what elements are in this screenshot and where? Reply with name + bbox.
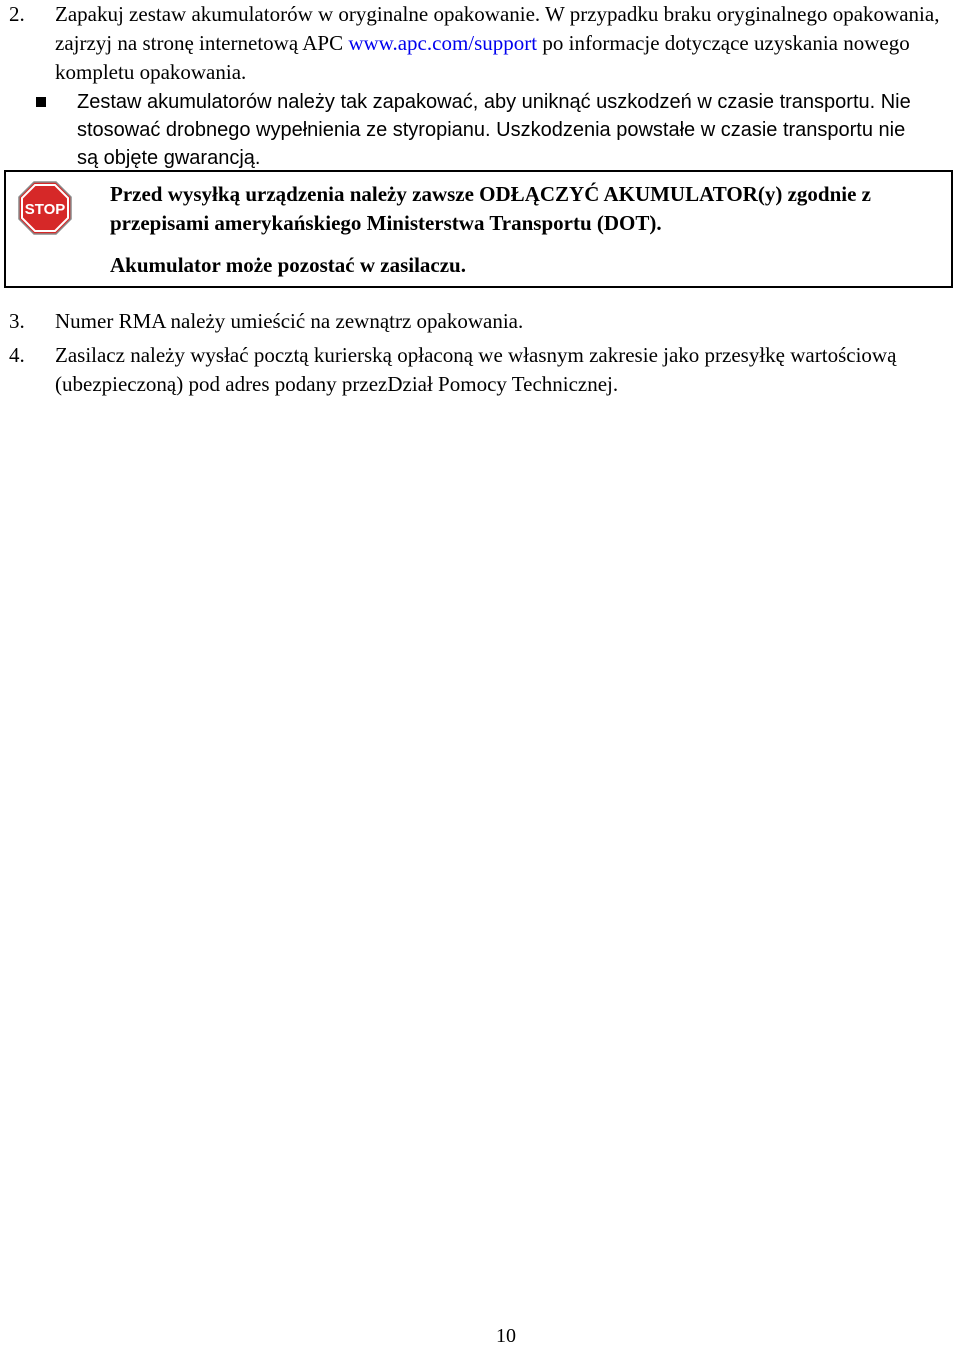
support-link[interactable]: www.apc.com/support	[348, 31, 538, 55]
warning-note: Akumulator może pozostać w zasilaczu.	[110, 253, 466, 277]
bullet-text: Zestaw akumulatorów należy tak zapakować, aby uniknąć uszkodzeń w czasie transportu. Nie stosować drobnego wypełnienia ze styropianu. Uszkodzenia powstałe w czasie transportu nie są objęte gwarancją.	[77, 91, 911, 169]
text-segment: Zapakuj zestaw akumulatorów w oryginalne opakowanie. W przypadku braku oryginalnego opakowania, zajrzyj na stronę internetową APC	[55, 2, 940, 55]
warning-box	[4, 170, 953, 288]
text-segment: po informacje dotyczące uzyskania nowego kompletu opakowania.	[55, 31, 910, 84]
list-number: 4.	[9, 343, 25, 367]
list-number: 2.	[9, 2, 25, 26]
warning-text: Przed wysyłką urządzenia należy zawsze ODŁĄCZYĆ AKUMULATOR(y) zgodnie z przepisami amerykańskiego Ministerstwa Transportu (DOT).	[110, 182, 871, 235]
list-number: 3.	[9, 309, 25, 333]
stop-sign-icon	[18, 181, 72, 235]
stop-label: STOP	[24, 201, 66, 218]
list-item-text	[55, 0, 960, 87]
list-item-text: Zasilacz należy wysłać pocztą kurierską opłaconą we własnym zakresie jako przesyłkę wartościową (ubezpieczoną) pod adres podany przezDział Pomocy Technicznej.	[55, 343, 897, 396]
list-item-text: Numer RMA należy umieścić na zewnątrz opakowania.	[55, 309, 524, 333]
page-number: 10	[496, 1325, 516, 1347]
square-bullet-icon	[36, 97, 46, 107]
